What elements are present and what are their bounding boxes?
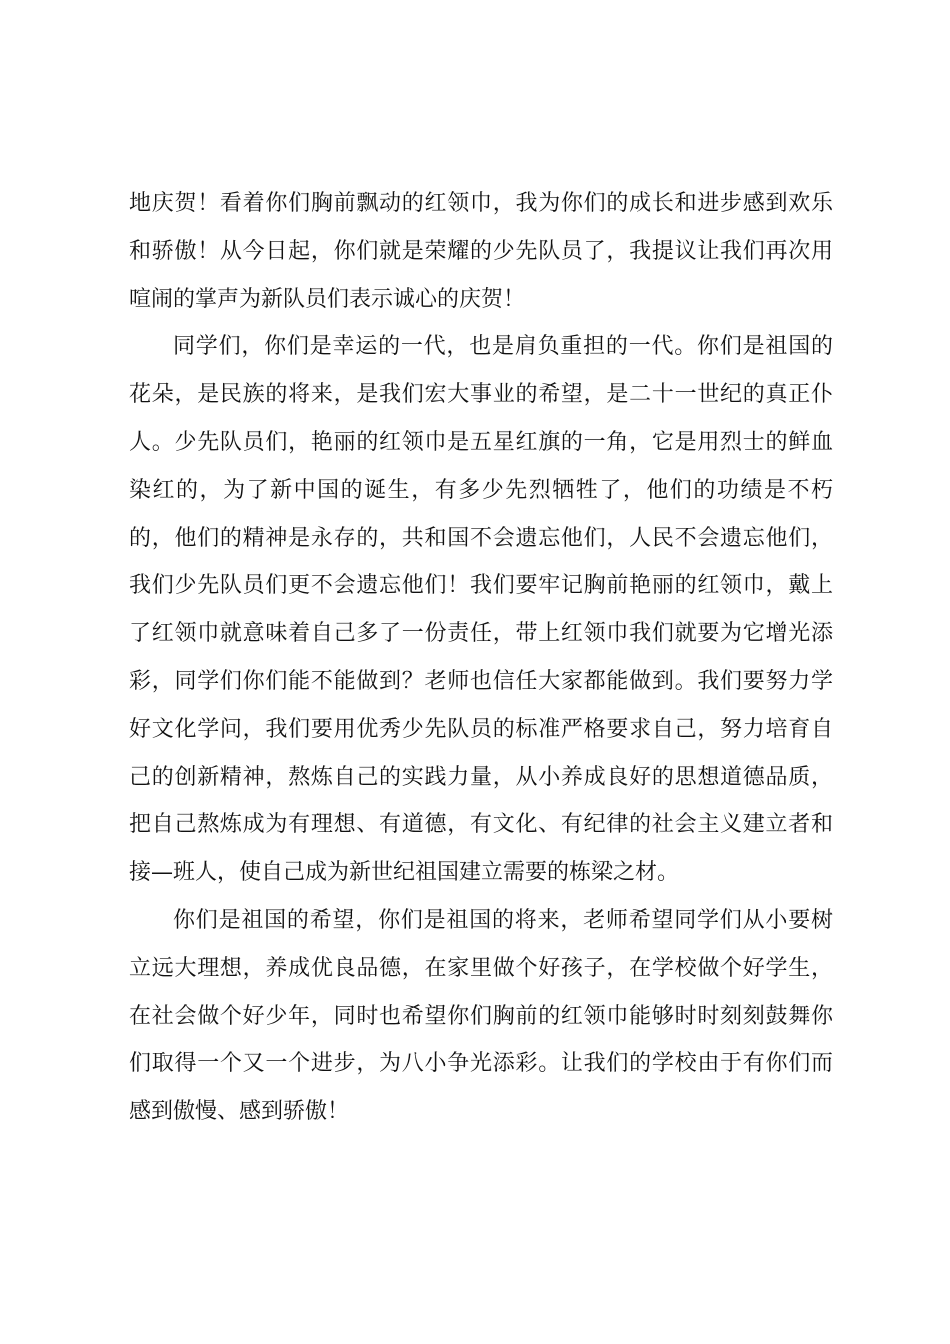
text-line: 花朵，是民族的将来，是我们宏大事业的希望，是二十一世纪的真正仆 [129,382,833,408]
paragraph-1 [129,180,833,323]
text-line: 把自己熬炼成为有理想、有道德，有文化、有纪律的社会主义建立者和 [129,812,833,838]
text-line: 们取得一个又一个进步，为八小争光添彩。让我们的学校由于有你们而 [129,1051,833,1077]
text-line: 和骄傲！从今日起，你们就是荣耀的少先队员了，我提议让我们再次用 [129,238,833,264]
text-line: 己的创新精神，熬炼自己的实践力量，从小养成良好的思想道德品质， [129,764,833,790]
text-line: 的，他们的精神是永存的，共和国不会遗忘他们，人民不会遗忘他们， [129,525,833,551]
body-text [129,180,833,1136]
text-line: 同学们，你们是幸运的一代，也是肩负重担的一代。你们是祖国的 [173,334,833,360]
text-line: 我们少先队员们更不会遗忘他们！我们要牢记胸前艳丽的红领巾，戴上 [129,573,833,599]
text-line: 好文化学问，我们要用优秀少先队员的标准严格要求自己，努力培育自 [129,716,833,742]
text-line: 喧闹的掌声为新队员们表示诚心的庆贺！ [129,286,526,312]
text-line: 在社会做个好少年，同时也希望你们胸前的红领巾能够时时刻刻鼓舞你 [129,1003,833,1029]
paragraph-2 [129,323,833,897]
text-line: 接—班人，使自己成为新世纪祖国建立需要的栋梁之材。 [129,860,680,886]
text-line: 立远大理想，养成优良品德，在家里做个好孩子，在学校做个好学生， [129,955,833,981]
text-line: 彩，同学们你们能不能做到？老师也信任大家都能做到。我们要努力学 [129,668,833,694]
paragraph-3 [129,897,833,1136]
text-line: 了红领巾就意味着自己多了一份责任，带上红领巾我们就要为它增光添 [129,621,833,647]
text-line: 感到傲慢、感到骄傲！ [129,1099,350,1125]
text-line: 你们是祖国的希望，你们是祖国的将来，老师希望同学们从小要树 [173,907,833,933]
text-line: 染红的，为了新中国的诞生，有多少先烈牺牲了，他们的功绩是不朽 [129,477,833,503]
text-line: 人。少先队员们，艳丽的红领巾是五星红旗的一角，它是用烈士的鲜血 [129,429,833,455]
text-line: 地庆贺！看着你们胸前飘动的红领巾，我为你们的成长和进步感到欢乐 [129,191,833,216]
